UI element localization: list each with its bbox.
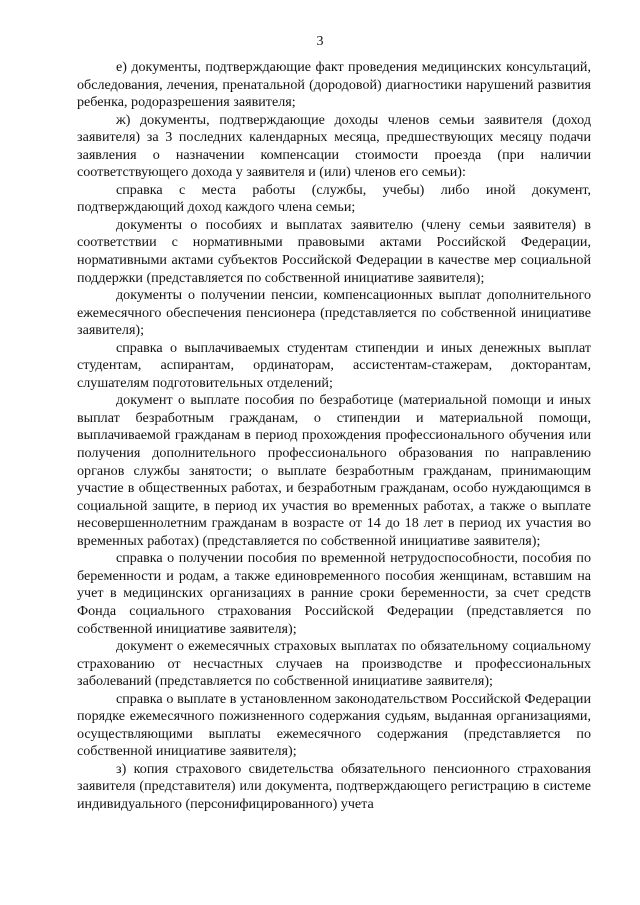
paragraph-stipend-certificate: справка о выплачиваемых студентам стипендии и иных денежных выплат студентам, аспирантам, ординаторам, ассистентам-стажерам, докторантам, слушателям подготовительных отделений; (77, 339, 591, 391)
paragraph-e-medical-documents: е) документы, подтверждающие факт проведения медицинских консультаций, обследования, лечения, пренатальной (дородовой) диагностики нарушений развития ребенка, родоразрешения заявителя; (77, 59, 591, 111)
paragraph-z-pension-insurance-copy: з) копия страхового свидетельства обязательного пенсионного страхования заявителя (представителя) или документа, подтверждающего регистрацию в системе индивидуального (персонифицированного) учета (77, 760, 591, 812)
paragraph-disability-maternity-benefit: справка о получении пособия по временной нетрудоспособности, пособия по беременности и родам, а также единовременного пособия женщинам, вставшим на учет в медицинских организациях в ранние сроки беременности, за счет средств Фонда социального страхования Российской Федерации (представляется по собственной инициативе заявителя); (77, 550, 591, 637)
paragraph-unemployment-benefit: документ о выплате пособия по безработице (материальной помощи и иных выплат безработным гражданам, о стипендии и материальной помощи, выплачиваемой гражданам в период прохождения профессионального обучения или получения дополнительного профессионального образования по направлению органов службы занятости; о выплате безработным гражданам, принимающим участие в общественных работах, и безработным гражданам, особо нуждающимся в социальной защите, в период их участия во временных работах, а также о выплате несовершеннолетним гражданам в возрасте от 14 до 18 лет в период их участия во временных работах) (представляется по собственной инициативе заявителя); (77, 392, 591, 549)
paragraph-zh-income-documents: ж) документы, подтверждающие доходы членов семьи заявителя (доход заявителя) за 3 последних календарных месяца, предшествующих месяцу подачи заявления о назначении компенсации стоимости проезда (при наличии соответствующего дохода у заявителя и (или) членов его семьи): (77, 111, 591, 181)
paragraph-judge-maintenance: справка о выплате в установленном законодательством Российской Федерации порядке ежемесячного пожизненного содержания судьям, выданная организациями, осуществляющими выплаты ежемесячного содержания (представляется по собственной инициативе заявителя); (77, 690, 591, 760)
paragraph-benefits-documents: документы о пособиях и выплатах заявителю (члену семьи заявителя) в соответствии с нормативными правовыми актами Российской Федерации, нормативными актами субъектов Российской Федерации в качестве мер социальной поддержки (представляется по собственной инициативе заявителя); (77, 216, 591, 286)
paragraph-insurance-payments: документ о ежемесячных страховых выплатах по обязательному социальному страхованию от несчастных случаев на производстве и профессиональных заболеваний (представляется по собственной инициативе заявителя); (77, 638, 591, 690)
document-body (77, 59, 591, 814)
paragraph-pension-documents: документы о получении пенсии, компенсационных выплат дополнительного ежемесячного обеспечения пенсионера (представляется по собственной инициативе заявителя); (77, 287, 591, 339)
page-number: 3 (316, 34, 324, 49)
paragraph-work-certificate: справка с места работы (службы, учебы) либо иной документ, подтверждающий доход каждого члена семьи; (77, 181, 591, 216)
